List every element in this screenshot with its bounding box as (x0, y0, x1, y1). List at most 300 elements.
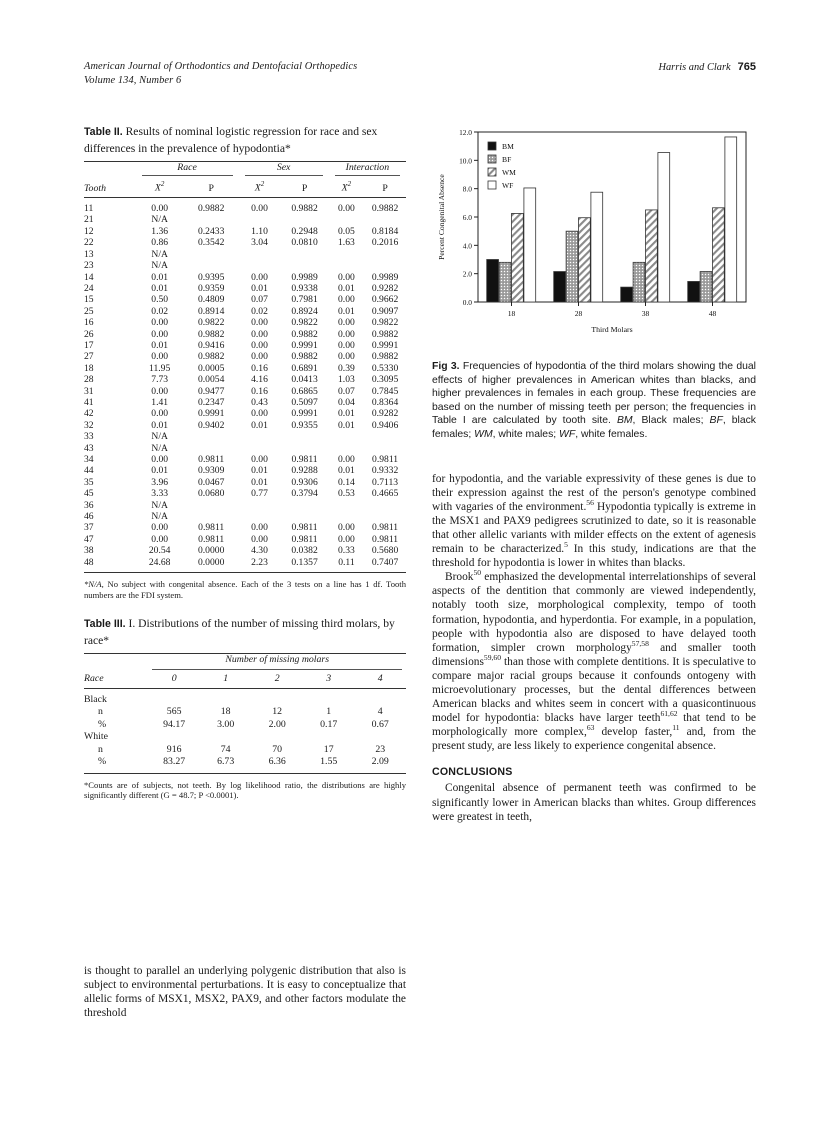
cell-sex-p: 0.0810 (291, 237, 318, 249)
cell-tooth: 43 (84, 442, 94, 454)
cell-interaction-chi2: 0.53 (338, 488, 355, 500)
table-row (84, 534, 406, 545)
cell-race-chi2: 0.00 (151, 328, 169, 340)
cell-sex-chi2: 0.00 (251, 454, 268, 466)
cell-race-group: Black (84, 694, 107, 706)
cell-empty (239, 431, 281, 442)
cell-percent: 2.09 (371, 756, 389, 768)
cell-empty (280, 260, 328, 271)
col-header-1: 1 (223, 672, 229, 684)
bar-BM-28 (554, 272, 566, 302)
cell-empty (280, 431, 328, 442)
para-text-h: develop faster, (594, 726, 673, 739)
col-header-race-p: P (208, 182, 214, 194)
table2-label: Table II. (84, 126, 123, 138)
cell-race-p: 0.8914 (197, 305, 225, 317)
table-row (84, 351, 406, 362)
y-tick-label: 6.0 (462, 213, 472, 222)
cell-race-p: 0.9402 (197, 419, 225, 431)
table3-bottom-rule (84, 773, 406, 776)
cell-sex-chi2: 0.00 (251, 533, 268, 545)
citation-63: 63 (586, 723, 595, 733)
bar-WM-48 (713, 208, 725, 302)
bar-BF-48 (700, 272, 712, 302)
cell-tooth: 28 (84, 374, 94, 386)
cell-interaction-chi2: 0.01 (338, 408, 355, 420)
cell-interaction-p: 0.9282 (371, 282, 399, 294)
cell-percent: 1.55 (320, 756, 338, 768)
cell-interaction-p: 0.9811 (372, 454, 399, 466)
cell-sex-chi2: 4.16 (251, 374, 268, 386)
cell-sex-p: 0.0382 (291, 545, 318, 557)
cell-interaction-p: 0.9332 (371, 465, 399, 477)
table-row (84, 545, 406, 556)
cell-row-label: n (98, 743, 103, 755)
col-header-race: Race (84, 672, 104, 684)
cell-empty (184, 249, 239, 260)
y-tick-label: 10.0 (459, 156, 472, 166)
cell-race-chi2: 0.01 (151, 271, 169, 283)
left-bottom-text (84, 964, 406, 1020)
cell-interaction-chi2: 0.05 (338, 225, 355, 237)
cell-interaction-p: 0.9882 (371, 203, 399, 215)
cell-empty (303, 689, 355, 707)
cell-percent: 3.00 (217, 718, 235, 730)
col-header-3: 3 (326, 672, 332, 684)
figure-caption-text: Frequencies of hypodontia of the third molars showing the dual effects of higher prevalences in American whites than blacks, and higher prevalences in females in each group. These frequencies are based on the number of missing teeth per person; the frequencies in Table I are calculated by tooth site. (432, 361, 756, 427)
cell-tooth: 25 (84, 305, 94, 317)
cell-interaction-p: 0.7113 (372, 476, 399, 488)
cell-race-chi2: 0.00 (151, 351, 169, 363)
bar-WM-28 (579, 218, 591, 302)
cell-tooth: 22 (84, 237, 94, 249)
table2-title (84, 124, 406, 156)
table-row (84, 283, 406, 294)
table-row (84, 363, 406, 374)
page-number: 765 (737, 61, 756, 73)
cell-empty (364, 431, 406, 442)
cell-race-chi2: 24.68 (148, 556, 171, 568)
bar-WF-28 (591, 192, 603, 302)
cell-race-chi2: 0.50 (151, 294, 169, 306)
cell-race-chi2: 0.00 (151, 385, 169, 397)
cell-race-chi2: 0.01 (151, 419, 169, 431)
legend-swatch-BM (488, 142, 496, 150)
cell-empty (280, 249, 328, 260)
cell-empty (184, 214, 239, 225)
table-row (84, 557, 406, 573)
cell-tooth: 24 (84, 282, 94, 294)
cell-tooth: 46 (84, 511, 94, 523)
cell-empty (239, 443, 281, 454)
cell-interaction-p: 0.7845 (371, 385, 399, 397)
cell-sex-chi2: 0.00 (251, 351, 268, 363)
cell-interaction-chi2: 0.00 (338, 317, 355, 329)
table-row (84, 249, 406, 260)
cell-race-chi2: 11.95 (149, 362, 171, 374)
rule (84, 573, 406, 576)
cell-interaction-p: 0.9406 (371, 419, 399, 431)
cell-interaction-chi2: 0.33 (338, 545, 355, 557)
bar-WM-18 (512, 213, 524, 302)
citation-5960: 59,60 (483, 652, 501, 662)
cell-interaction-p: 0.7407 (371, 556, 399, 568)
cell-race-group: White (84, 731, 108, 743)
cell-tooth: 32 (84, 419, 94, 431)
para-text-a: for hypodontia, and the variable expressivity of these genes is due to their expression against the rest of the person's genotype combined with vagaries of the environment. (432, 472, 756, 513)
cell-sex-chi2: 0.43 (251, 396, 268, 408)
x-tick-label: 38 (641, 309, 650, 318)
cell-interaction-p: 0.9991 (371, 339, 399, 351)
table2-body (84, 198, 406, 576)
cell-empty (364, 214, 406, 225)
cell-empty (148, 731, 200, 743)
cell-interaction-chi2: 0.01 (338, 419, 355, 431)
cell-sex-p: 0.9811 (291, 522, 318, 534)
cell-sex-p: 0.6891 (291, 362, 318, 374)
cell-empty (280, 214, 328, 225)
table3 (84, 653, 406, 775)
table3-title-text: I. Distributions of the number of missing third molars, by race* (84, 617, 395, 647)
cell-sex-p: 0.9991 (291, 408, 318, 420)
cell-tooth: 44 (84, 465, 94, 477)
cell-sex-chi2: 3.04 (251, 237, 268, 249)
journal-name: American Journal of Orthodontics and Dentofacial Orthopedics (84, 61, 358, 72)
bar-WF-48 (725, 137, 737, 302)
table-row (84, 500, 406, 511)
cell-race-chi2: 1.36 (151, 225, 169, 237)
cell-sex-p: 0.9338 (291, 282, 318, 294)
col-header-int-p: P (382, 182, 388, 194)
legend-key-bf: BF (709, 415, 723, 427)
cell-empty (364, 500, 406, 511)
x-tick-label: 28 (574, 309, 583, 318)
cell-empty (364, 511, 406, 522)
cell-sex-p: 0.9882 (291, 328, 318, 340)
cell-sex-chi2: 0.01 (251, 282, 268, 294)
right-column (432, 124, 756, 824)
cell-interaction-chi2: 1.03 (338, 374, 355, 386)
cell-race-chi2: 0.00 (151, 522, 169, 534)
cell-sex-chi2: 0.02 (251, 305, 268, 317)
legend-key-wm: WM (474, 428, 493, 440)
cell-race-chi2: 20.54 (148, 545, 171, 557)
cell-empty (303, 731, 355, 743)
cell-interaction-chi2: 0.00 (338, 203, 355, 215)
cell-empty (239, 260, 281, 271)
cell-race-p: 0.3542 (197, 237, 225, 249)
cell-interaction-chi2: 0.04 (338, 396, 355, 408)
cell-sex-p: 0.7981 (291, 294, 318, 306)
cell-interaction-chi2: 0.00 (338, 271, 355, 283)
cell-tooth: 14 (84, 271, 94, 283)
table3-title (84, 616, 406, 648)
cell-interaction-chi2: 0.01 (338, 305, 355, 317)
cell-na: N/A (151, 431, 168, 443)
cell-sex-chi2: 0.00 (251, 317, 268, 329)
cell-percent: 6.73 (217, 756, 235, 768)
table-row (84, 477, 406, 488)
cell-sex-p: 0.1357 (291, 556, 318, 568)
cell-sex-chi2: 0.00 (251, 271, 268, 283)
legend-swatch-WF (488, 181, 496, 189)
table-row (84, 689, 406, 707)
spacer-cell (84, 162, 136, 175)
cell-tooth: 35 (84, 476, 94, 488)
span-header-missing-molars: Number of missing molars (148, 654, 406, 668)
bar-BM-18 (487, 260, 499, 303)
cell-interaction-p: 0.8184 (371, 225, 399, 237)
table-row (84, 237, 406, 248)
group-header-sex: Sex (239, 162, 329, 175)
cell-interaction-p: 0.9811 (372, 522, 399, 534)
cell-race-chi2: 0.86 (151, 237, 169, 249)
cell-sex-chi2: 0.01 (251, 419, 268, 431)
cell-interaction-p: 0.5330 (371, 362, 399, 374)
col-header-int-chi2: $X^2$ (341, 180, 352, 194)
cell-count: 916 (166, 743, 182, 755)
cell-tooth: 16 (84, 317, 94, 329)
cell-tooth: 38 (84, 545, 94, 557)
cell-row-label: % (98, 718, 107, 730)
cell-sex-chi2: 2.23 (251, 556, 268, 568)
cell-empty (148, 689, 200, 707)
cell-interaction-chi2: 0.14 (338, 476, 355, 488)
figure-caption (432, 360, 756, 442)
cell-race-p: 0.9991 (197, 408, 225, 420)
cell-na: N/A (151, 442, 168, 454)
cell-race-p: 0.9309 (197, 465, 225, 477)
cell-percent: 0.67 (371, 718, 389, 730)
cell-tooth: 13 (84, 248, 94, 260)
bar-BM-38 (621, 287, 633, 302)
bar-WM-38 (646, 210, 658, 302)
paragraph-conclusions: Congenital absence of permanent teeth was confirmed to be significantly lower in American blacks than whites. Group differences were greatest in teeth, (432, 782, 756, 823)
group-header-interaction: Interaction (329, 162, 406, 175)
legend-label-WM: WM (502, 168, 516, 177)
table-row (84, 465, 406, 476)
col-header-race-chi2: $X^2$ (154, 180, 165, 194)
legend-text-bm: , Black males; (632, 415, 710, 427)
cell-race-p: 0.9882 (197, 203, 225, 215)
cell-race-chi2: 0.00 (151, 533, 169, 545)
cell-sex-p: 0.9288 (291, 465, 318, 477)
legend-text-wm: , white males; (492, 428, 560, 440)
cell-race-chi2: 0.00 (151, 408, 169, 420)
para-text-e: and smaller tooth dimensions (432, 641, 756, 668)
col-header-0: 0 (171, 672, 177, 684)
cell-interaction-p: 0.9822 (371, 317, 399, 329)
col-header-2: 2 (274, 672, 280, 684)
y-tick-label: 0.0 (462, 298, 472, 307)
table-row (84, 420, 406, 431)
cell-interaction-p: 0.5680 (371, 545, 399, 557)
rule (84, 773, 406, 776)
cell-race-p: 0.0000 (197, 545, 225, 557)
cell-interaction-p: 0.9811 (372, 533, 399, 545)
cell-count: 4 (377, 706, 383, 718)
paragraph-hypodontia-genes (432, 472, 756, 571)
cell-interaction-p: 0.4665 (371, 488, 399, 500)
citation-6162: 61,62 (660, 709, 678, 719)
running-head (84, 60, 756, 96)
col-header-4: 4 (377, 672, 383, 684)
cell-empty (280, 500, 328, 511)
cell-empty (364, 260, 406, 271)
cell-na: N/A (151, 499, 168, 511)
table2-title-text: Results of nominal logistic regression for race and sex differences in the prevalence of hypodontia* (84, 125, 378, 155)
cell-tooth: 31 (84, 385, 94, 397)
cell-sex-chi2: 0.00 (251, 339, 268, 351)
cell-sex-p: 0.6865 (291, 385, 318, 397)
bar-BM-48 (688, 281, 700, 302)
cell-sex-chi2: 0.07 (251, 294, 268, 306)
table-row (84, 317, 406, 328)
cell-race-chi2: 0.01 (151, 282, 169, 294)
cell-sex-p: 0.9989 (291, 271, 318, 283)
para-text-f: than those with complete dentitions. It is speculative to compare major racial groups because it confounds ontogeny with microevolutionary processes, but the dental differences between American blacks and whites seem in concert with a quasicontinuous model for hypodontia: blacks have larger teeth (432, 655, 756, 725)
cell-empty (329, 500, 364, 511)
section-heading-conclusions: CONCLUSIONS (432, 766, 513, 779)
cell-empty (329, 431, 364, 442)
citation-56: 56 (586, 497, 594, 507)
footnote-na-label: *N/A, (84, 579, 104, 590)
table-row (84, 408, 406, 419)
cell-tooth: 34 (84, 454, 94, 466)
cell-race-p: 0.9811 (198, 533, 225, 545)
cell-tooth: 11 (84, 203, 94, 215)
cell-na: N/A (151, 248, 168, 260)
para-text-c: In this study, indications are that the threshold for hypodontia is lower in whites than blacks. (432, 543, 756, 570)
cell-interaction-p: 0.9882 (371, 328, 399, 340)
cell-race-chi2: 7.73 (151, 374, 169, 386)
cell-interaction-chi2: 0.11 (338, 556, 355, 568)
cell-race-p: 0.0467 (197, 476, 225, 488)
legend-key-wf: WF (559, 428, 576, 440)
cell-race-p: 0.0054 (197, 374, 225, 386)
table3-column-header-row (84, 672, 406, 689)
cell-empty (364, 443, 406, 454)
cell-sex-chi2: 0.01 (251, 465, 268, 477)
bar-chart (432, 124, 756, 342)
cell-tooth: 42 (84, 408, 94, 420)
cell-sex-chi2: 0.16 (251, 385, 268, 397)
cell-race-p: 0.0005 (197, 362, 225, 374)
cell-race-chi2: 0.00 (151, 454, 169, 466)
x-axis-label: Third Molars (591, 325, 633, 334)
cell-sex-chi2: 0.00 (251, 408, 268, 420)
legend-label-BF: BF (502, 155, 512, 164)
cell-interaction-p: 0.9882 (371, 351, 399, 363)
table-row (84, 454, 406, 465)
legend-swatch-WM (488, 168, 496, 176)
table2-group-header-row (84, 162, 406, 175)
cell-sex-chi2: 0.00 (251, 203, 268, 215)
cell-empty (239, 500, 281, 511)
cell-row-label: n (98, 706, 103, 718)
cell-count: 23 (375, 743, 386, 755)
cell-interaction-chi2: 0.00 (338, 533, 355, 545)
cell-sex-p: 0.9882 (291, 203, 318, 215)
cell-tooth: 41 (84, 396, 94, 408)
bar-BF-38 (633, 262, 645, 302)
cell-race-chi2: 3.96 (151, 476, 169, 488)
cell-tooth: 21 (84, 214, 94, 226)
y-tick-label: 12.0 (459, 128, 472, 137)
cell-empty (200, 731, 252, 743)
x-tick-label: 18 (507, 309, 516, 318)
y-tick-label: 4.0 (462, 241, 472, 251)
citation-50: 50 (473, 568, 482, 578)
cell-interaction-chi2: 0.01 (338, 465, 355, 477)
legend-key-bm: BM (616, 415, 633, 427)
cell-count: 74 (220, 743, 231, 755)
cell-interaction-chi2: 0.00 (338, 339, 355, 351)
journal-title (84, 60, 357, 88)
cell-empty (329, 443, 364, 454)
cell-race-chi2: 0.00 (151, 317, 169, 329)
cell-race-chi2: 0.02 (151, 305, 169, 317)
table3-span-header-row (84, 654, 406, 668)
cell-interaction-p: 0.9097 (371, 305, 399, 317)
cell-sex-p: 0.9882 (291, 351, 318, 363)
table3-body (84, 689, 406, 776)
cell-empty (251, 731, 303, 743)
cell-count: 12 (272, 706, 283, 718)
table-row (84, 511, 406, 522)
cell-empty (184, 431, 239, 442)
cell-count: 1 (326, 706, 332, 718)
table2-column-header-row (84, 178, 406, 197)
cell-count: 17 (323, 743, 334, 755)
cell-race-p: 0.0000 (197, 556, 225, 568)
cell-count: 70 (272, 743, 283, 755)
cell-race-p: 0.2433 (197, 225, 225, 237)
cell-sex-chi2: 0.01 (251, 476, 268, 488)
cell-na: N/A (151, 214, 168, 226)
y-axis-label: Percent Congenital Absence (437, 174, 446, 260)
table2 (84, 161, 406, 575)
cell-race-p: 0.9882 (197, 328, 225, 340)
cell-empty (200, 689, 252, 707)
cell-interaction-chi2: 0.39 (338, 362, 355, 374)
right-body-text (432, 472, 756, 824)
table3-block (84, 616, 406, 800)
cell-race-chi2: 0.01 (151, 339, 169, 351)
cell-race-p: 0.9359 (197, 282, 225, 294)
table-row (84, 443, 406, 454)
cell-sex-p: 0.0413 (291, 374, 318, 386)
author-names: Harris and Clark (658, 62, 731, 73)
cell-race-p: 0.9811 (198, 454, 225, 466)
cell-race-p: 0.4809 (197, 294, 225, 306)
para-text-i: and, from the present study, are less likely to experience congenital absence. (432, 726, 756, 753)
cell-sex-p: 0.9811 (291, 454, 318, 466)
table2-footnote (84, 579, 406, 600)
cell-interaction-p: 0.8364 (371, 396, 399, 408)
cell-empty (239, 249, 281, 260)
cell-tooth: 26 (84, 328, 94, 340)
cell-tooth: 45 (84, 488, 94, 500)
table-row (84, 214, 406, 225)
cell-interaction-chi2: 0.07 (338, 385, 355, 397)
cell-race-chi2: 3.33 (151, 488, 169, 500)
table-row (84, 272, 406, 283)
table-row (84, 719, 406, 731)
legend-text-wf: , white females. (575, 428, 648, 440)
cell-sex-p: 0.9355 (291, 419, 318, 431)
cell-percent: 83.27 (163, 756, 186, 768)
